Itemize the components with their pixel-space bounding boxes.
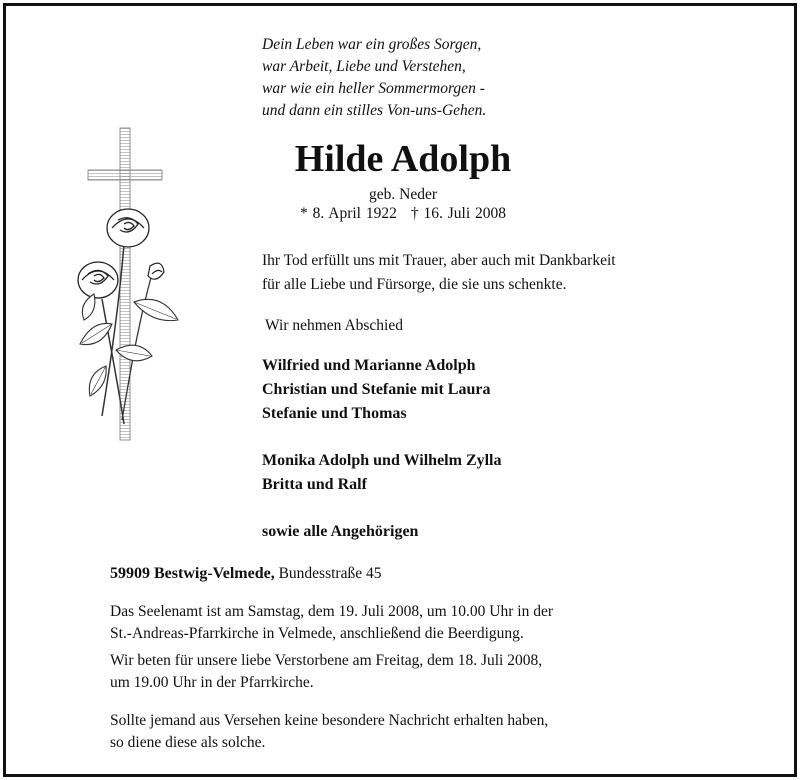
death-date: † 16. Juli 2008 <box>410 205 507 222</box>
prayer-line: um 19.00 Uhr in der Pfarrkirche. <box>110 674 314 691</box>
poem-line: war Arbeit, Liebe und Verstehen, <box>262 58 466 75</box>
address-street: Bundesstraße 45 <box>278 565 382 582</box>
family-line: Wilfried und Marianne Adolph <box>262 357 476 374</box>
deceased-name: Hilde Adolph <box>294 138 512 180</box>
poem-line: und dann ein stilles Von-uns-Gehen. <box>262 102 487 119</box>
notice-line: so diene diese als solche. <box>110 734 266 751</box>
service-line: St.-Andreas-Pfarrkirche in Velmede, anschließend die Beerdigung. <box>110 625 524 642</box>
relatives-text: sowie alle Angehörigen <box>262 523 419 540</box>
mourning-line: Ihr Tod erfüllt uns mit Trauer, aber auch mit Dankbarkeit <box>262 252 616 269</box>
address-city: 59909 Bestwig-Velmede, <box>110 565 275 582</box>
mourning-line: für alle Liebe und Fürsorge, die sie uns schenkte. <box>262 276 567 293</box>
poem-line: war wie ein heller Sommermorgen - <box>262 80 485 97</box>
family-group-1 <box>262 354 490 426</box>
life-dates <box>0 205 800 223</box>
poem-line: Dein Leben war ein großes Sorgen, <box>262 36 482 53</box>
address <box>110 562 381 586</box>
service-text <box>110 601 553 645</box>
family-line: Monika Adolph und Wilhelm Zylla <box>262 452 502 469</box>
family-line: Stefanie und Thomas <box>262 405 407 422</box>
service-line: Das Seelenamt ist am Samstag, dem 19. Juli 2008, um 10.00 Uhr in der <box>110 603 553 620</box>
notice-text <box>110 710 548 754</box>
family-group-2 <box>262 449 502 497</box>
farewell-text: Wir nehmen Abschied <box>265 317 403 334</box>
notice-line: Sollte jemand aus Versehen keine besondere Nachricht erhalten haben, <box>110 712 549 729</box>
birth-date: * 8. April 1922 <box>299 205 397 222</box>
memorial-poem <box>262 34 486 122</box>
mourning-text <box>262 249 616 297</box>
prayer-text <box>110 650 542 694</box>
prayer-line: Wir beten für unsere liebe Verstorbene am Freitag, dem 18. Juli 2008, <box>110 652 543 669</box>
family-line: Christian und Stefanie mit Laura <box>262 381 491 398</box>
family-line: Britta und Ralf <box>262 476 367 493</box>
birth-name: geb. Neder <box>369 186 437 203</box>
